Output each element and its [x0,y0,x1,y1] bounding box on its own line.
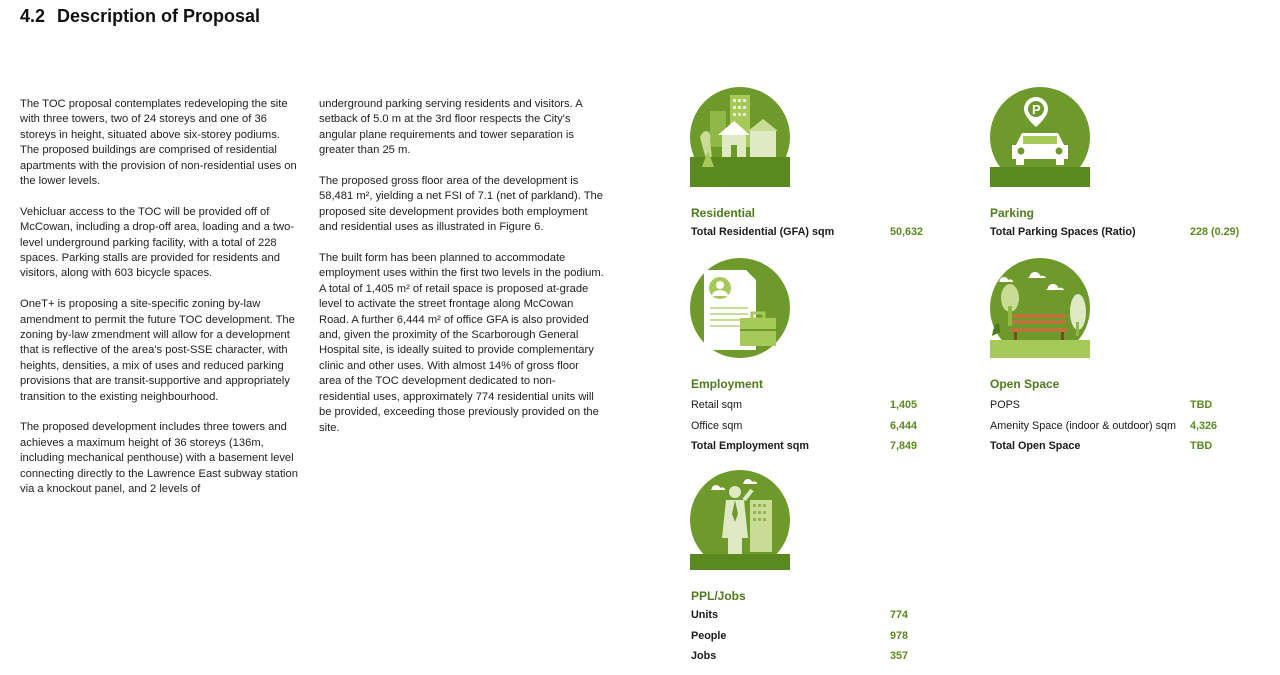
paragraph: Vehicluar access to the TOC will be provided off of McCowan, including a drop-off area, loading and a two-level underground parking facility, with a total of 228 spaces. Parking stalls are provided for residents and visitors, along with 603 bicycle spaces. [20,205,295,280]
document-profile-icon [690,258,790,358]
section-title: Description of Proposal [57,6,261,26]
stat-label: Total Open Space [990,440,1081,452]
residential-title: Residential [691,206,756,220]
svg-text:P: P [1032,102,1041,117]
paragraph: The TOC proposal contemplates redeveloping the site with three towers, two of 24 storeys and one of 36 storeys in height, situated above six-storey podiums. The proposed buildings are comprised of residential apartments with the provision of non-residential uses on the lower levels. [20,98,297,188]
text-column-2 [319,97,604,451]
stat-value: 774 [890,609,909,621]
ppl-jobs-title: PPL/Jobs [691,589,746,603]
paragraph: The built form has been planned to accommodate employment uses within the first two levels in the podium. A total of 1,405 m² of retail space is proposed at-grade level to activate the street frontage along McCowan Road. A further 6,444 m² of office GFA is also provided and, given the proximity of the Scarborough General Hospital site, is ideally suited to provide complementary clinic and other uses. With almost 14% of gross floor area of the TOC development dedicated to non-residential uses, approximately 774 residential units will be provided, exceeding those previously provided on the site. [319,252,604,434]
stat-label: Jobs [691,650,717,662]
stat-value: TBD [1190,399,1213,411]
stat-label: Total Residential (GFA) sqm [691,226,835,238]
employment-title: Employment [691,377,764,391]
stat-value: 978 [890,630,909,642]
stat-value: 7,849 [890,440,918,452]
stat-value: 1,405 [890,399,918,411]
paragraph: The proposed gross floor area of the development is 58,481 m², yielding a net FSI of 7.1 (net of parkland). The proposed site development provides both employment and residential uses as illustrated in Figure 6. [319,175,603,234]
stat-label: Units [691,609,718,621]
paragraph: The proposed development includes three towers and achieves a maximum height of 36 storeys (136m, including mechanical penthouse) with a basement level connecting directly to the Lawrence East subway station via a knockout panel, and 2 levels of [20,421,298,496]
stat-value: 6,444 [890,420,918,432]
stat-label: POPS [990,399,1021,411]
stat-value: 357 [890,650,909,662]
text-column-1 [20,97,302,513]
stat-value: 4,326 [1190,420,1218,432]
stat-value: 50,632 [890,226,924,238]
parking-title: Parking [990,206,1035,220]
residential-buildings-icon [690,87,790,187]
stat-label: Retail sqm [691,399,743,411]
stat-label: Amenity Space (indoor & outdoor) sqm [990,420,1177,432]
paragraph: underground parking serving residents and visitors. A setback of 5.0 m at the 3rd floor respects the City's angular plane requirements and tower separation is greater than 25 m. [319,98,583,157]
park-bench-icon [990,258,1090,358]
stat-label: Total Parking Spaces (Ratio) [990,226,1136,238]
section-number: 4.2 [20,6,46,26]
stat-label: People [691,630,727,642]
businessman-city-icon [690,470,790,570]
parking-car-icon [990,87,1090,187]
stat-label: Office sqm [691,420,743,432]
open-space-title: Open Space [990,377,1060,391]
stat-label: Total Employment sqm [691,440,809,452]
section-heading [20,6,260,27]
stat-value: 228 (0.29) [1190,226,1240,238]
stat-value: TBD [1190,440,1213,452]
paragraph: OneT+ is proposing a site-specific zoning by-law amendment to permit the future TOC development. The zoning by-law zmendment will allow for a development that is reflective of the area's post-SSE character, with heights, densities, a mix of uses and reduced parking provisions that are transit-supportive and appropriately transition to the existing neighbourhood. [20,298,295,403]
